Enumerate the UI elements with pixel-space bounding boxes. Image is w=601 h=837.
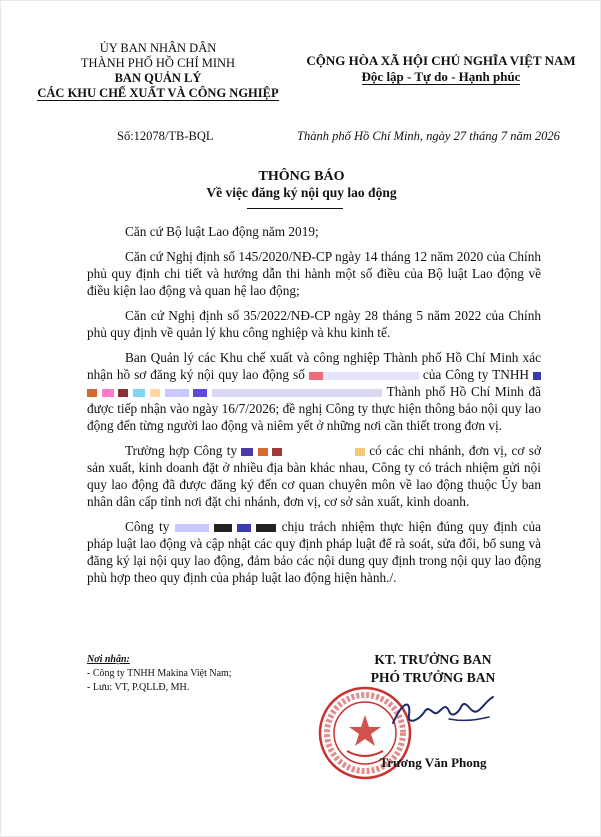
- redaction-mark: [118, 389, 128, 397]
- redaction-mark: [256, 524, 276, 532]
- paragraph-6: [87, 518, 541, 586]
- redaction-mark: [214, 524, 232, 532]
- agency-line-4: CÁC KHU CHẾ XUẤT VÀ CÔNG NGHIỆP: [37, 86, 279, 100]
- document-number: Số:12078/TB-BQL: [117, 129, 214, 143]
- redaction-mark: [193, 389, 207, 397]
- redaction-mark: [258, 448, 268, 456]
- agency-line-4-wrap: [27, 86, 289, 101]
- redaction-mark: [287, 448, 351, 456]
- document-subject: Về việc đăng ký nội quy lao động: [206, 185, 397, 200]
- issuing-agency-block: [27, 41, 289, 101]
- redaction-mark: [533, 372, 541, 380]
- redaction-mark: [102, 389, 114, 397]
- agency-line-3: BAN QUẢN LÝ: [114, 71, 202, 85]
- redaction-mark: [175, 524, 209, 532]
- redaction-mark: [150, 389, 160, 397]
- recipient-item: - Công ty TNHH Makina Việt Nam;: [87, 668, 232, 679]
- signatory-line-2: PHÓ TRƯỞNG BAN: [370, 670, 496, 685]
- handwritten-signature-icon: [389, 691, 497, 733]
- paragraph-4-part-a: Ban Quản lý các Khu chế xuất và công nghiệp Thành phố Hồ Chí Minh xác nhận hồ sơ đăng ký nội quy lao động số: [87, 350, 541, 382]
- document-title: THÔNG BÁO: [258, 169, 345, 184]
- paragraph-5: [87, 442, 541, 510]
- redaction-mark: [309, 372, 323, 380]
- recipient-item: - Lưu: VT, P.QLLĐ, MH.: [87, 682, 190, 693]
- subject-underline: [247, 208, 343, 209]
- redaction-mark: [355, 448, 365, 456]
- redaction-mark: [133, 389, 145, 397]
- recipients-block: [87, 653, 307, 695]
- redaction-mark: [212, 389, 382, 397]
- signatory-title-block: [349, 651, 517, 687]
- seal-star-icon: [349, 715, 381, 746]
- motto: Độc lập - Tự do - Hạnh phúc: [361, 69, 521, 84]
- redaction-mark: [241, 448, 253, 456]
- signatory-line-1: KT. TRƯỞNG BAN: [374, 652, 492, 667]
- redaction-mark: [323, 372, 419, 380]
- agency-line-1: ỦY BAN NHÂN DÂN: [99, 41, 217, 55]
- country-name: CỘNG HÒA XÃ HỘI CHỦ NGHĨA VIỆT NAM: [306, 53, 576, 68]
- paragraph-6-part-b: chịu trách nhiệm thực hiện đúng quy định của pháp luật lao động và cập nhật các quy định pháp luật để rà soát, sửa đổi, bổ sung và đăng ký lại nội quy lao động, đảm bảo các nội dung quy định trong nội quy lao động phù hợp theo quy định của pháp luật lao động hiện hành./.: [87, 519, 542, 585]
- paragraph-4: [87, 349, 541, 434]
- document-body: [87, 223, 541, 594]
- redaction-mark: [87, 389, 97, 397]
- paragraph-4-part-c: Thành phố Hồ Chí Minh đã được tiếp nhận vào ngày 16/7/2026; đề nghị Công ty thực hiện thông báo nội quy lao động đến từng người lao động và niêm yết ở những nơi cần thiết trong đơn vị.: [87, 384, 542, 433]
- redaction-mark: [272, 448, 282, 456]
- paragraph-2: Căn cứ Nghị định số 145/2020/NĐ-CP ngày 14 tháng 12 năm 2020 của Chính phủ quy định chi tiết và hướng dẫn thi hành một số điều của Bộ luật Lao động về điều kiện lao động và quan hệ lao động;: [87, 249, 541, 298]
- redaction-mark: [237, 524, 251, 532]
- place-and-date: Thành phố Hồ Chí Minh, ngày 27 tháng 7 năm 2026: [297, 129, 560, 143]
- signer-name: Trương Văn Phong: [379, 755, 487, 770]
- paragraph-5-part-b: có các chi nhánh, đơn vị, cơ sở sản xuất, kinh doanh đặt ở nhiều địa bàn khác nhau, Công ty có trách nhiệm gửi nội quy lao động đã được đăng ký đến cơ quan chuyên môn về lao động thuộc Ủy ban nhân dân cấp tỉnh nơi đặt chi nhánh, đơn vị, cơ sở sản xuất, kinh doanh.: [87, 443, 542, 509]
- paragraph-3: Căn cứ Nghị định số 35/2022/NĐ-CP ngày 28 tháng 5 năm 2022 của Chính phủ quy định về quản lý khu công nghiệp và khu kinh tế.: [87, 308, 541, 340]
- signature-underline-stroke: [449, 717, 489, 720]
- paragraph-5-part-a: Trường hợp Công ty: [125, 443, 238, 458]
- motto-wrap: [297, 69, 585, 85]
- paragraph-1: Căn cứ Bộ luật Lao động năm 2019;: [125, 224, 319, 239]
- recipients-label: Nơi nhận:: [87, 654, 130, 665]
- paragraph-4-part-b: của Công ty TNHH: [422, 367, 530, 382]
- agency-line-2: THÀNH PHỐ HỒ CHÍ MINH: [80, 56, 236, 70]
- redaction-mark: [165, 389, 189, 397]
- national-motto-block: [297, 53, 585, 85]
- paragraph-6-part-a: Công ty: [125, 519, 170, 534]
